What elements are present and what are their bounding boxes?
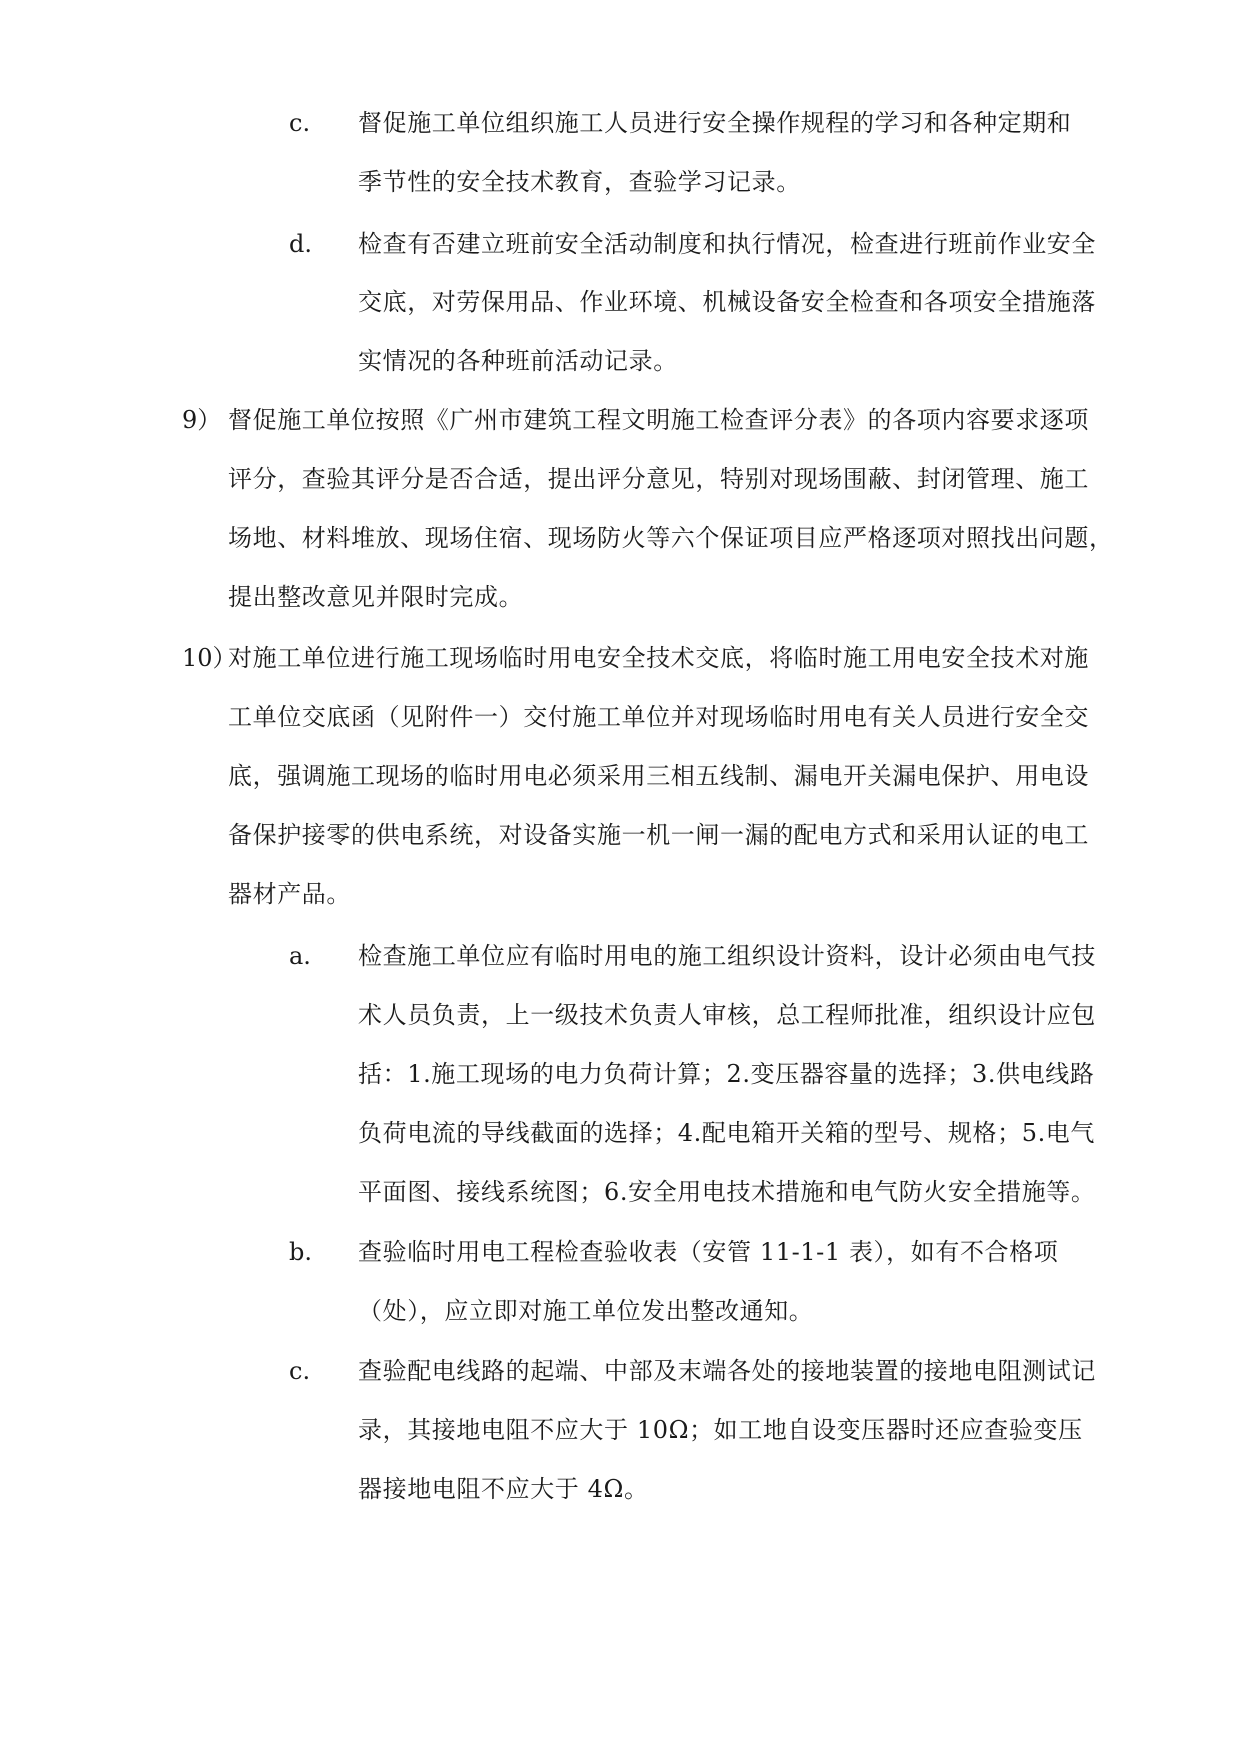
item-marker-10: 10） [182, 644, 237, 672]
item-a-line-2: 术人员负责，上一级技术负责人审核，总工程师批准，组织设计应包 [358, 1001, 1096, 1029]
item-10-line-2: 工单位交底函（见附件一）交付施工单位并对现场临时用电有关人员进行安全交 [228, 703, 1089, 731]
item-b-line-1: 查验临时用电工程检查验收表（安管 11-1-1 表），如有不合格项 [358, 1238, 1059, 1266]
item-d-line-2: 交底，对劳保用品、作业环境、机械设备安全检查和各项安全措施落 [358, 288, 1096, 316]
item-marker-d: d. [289, 230, 312, 258]
item-c2-line-1: 查验配电线路的起端、中部及末端各处的接地装置的接地电阻测试记 [358, 1357, 1096, 1385]
item-a-line-4: 负荷电流的导线截面的选择；4.配电箱开关箱的型号、规格；5.电气 [358, 1119, 1095, 1147]
item-d-line-3: 实情况的各种班前活动记录。 [358, 347, 678, 375]
item-marker-9: 9） [182, 406, 222, 434]
item-marker-c: c. [289, 109, 311, 137]
item-10-line-4: 备保护接零的供电系统，对设备实施一机一闸一漏的配电方式和采用认证的电工 [228, 821, 1089, 849]
item-marker-b: b. [289, 1238, 312, 1266]
item-a-line-3: 括：1.施工现场的电力负荷计算；2.变压器容量的选择；3.供电线路 [358, 1060, 1095, 1088]
item-10-line-5: 器材产品。 [228, 880, 351, 908]
item-10-line-1: 对施工单位进行施工现场临时用电安全技术交底，将临时施工用电安全技术对施 [228, 644, 1089, 672]
item-c-line-2: 季节性的安全技术教育，查验学习记录。 [358, 168, 801, 196]
item-9-line-2: 评分，查验其评分是否合适，提出评分意见，特别对现场围蔽、封闭管理、施工 [228, 465, 1089, 493]
item-b-line-2: （处），应立即对施工单位发出整改通知。 [358, 1297, 814, 1325]
item-c2-line-2: 录，其接地电阻不应大于 10Ω；如工地自设变压器时还应查验变压 [358, 1416, 1083, 1444]
item-marker-a: a. [289, 942, 311, 970]
item-marker-c-2: c. [289, 1357, 311, 1385]
item-9-line-1: 督促施工单位按照《广州市建筑工程文明施工检查评分表》的各项内容要求逐项 [228, 406, 1089, 434]
item-a-line-1: 检查施工单位应有临时用电的施工组织设计资料，设计必须由电气技 [358, 942, 1096, 970]
item-a-line-5: 平面图、接线系统图；6.安全用电技术措施和电气防火安全措施等。 [358, 1178, 1096, 1206]
item-9-line-3: 场地、材料堆放、现场住宿、现场防火等六个保证项目应严格逐项对照找出问题， [228, 524, 1114, 552]
item-d-line-1: 检查有否建立班前安全活动制度和执行情况，检查进行班前作业安全 [358, 230, 1096, 258]
item-c-line-1: 督促施工单位组织施工人员进行安全操作规程的学习和各种定期和 [358, 109, 1072, 137]
item-9-line-4: 提出整改意见并限时完成。 [228, 583, 524, 611]
item-c2-line-3: 器接地电阻不应大于 4Ω。 [358, 1475, 649, 1503]
item-10-line-3: 底，强调施工现场的临时用电必须采用三相五线制、漏电开关漏电保护、用电设 [228, 762, 1089, 790]
